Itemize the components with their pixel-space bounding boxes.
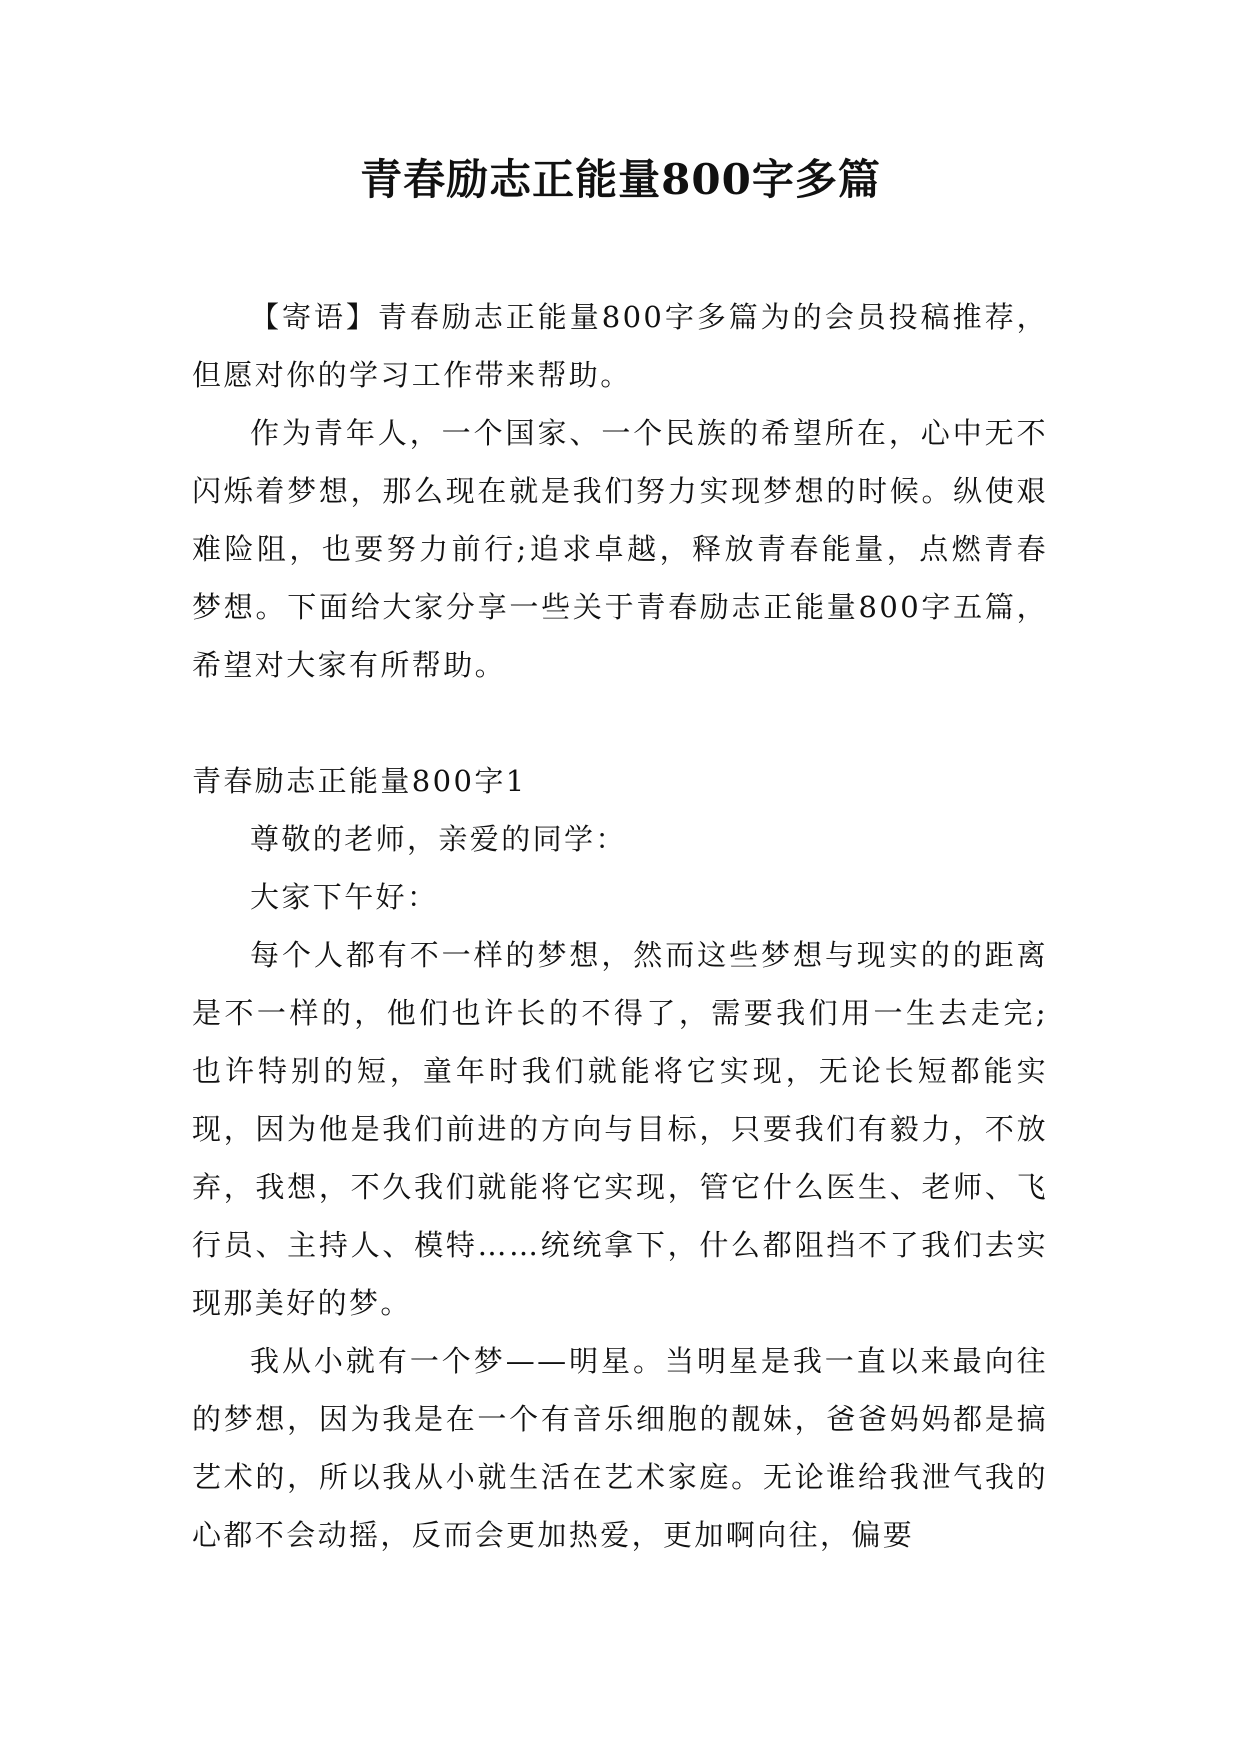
body-paragraph: 我从小就有一个梦——明星。当明星是我一直以来最向往的梦想，因为我是在一个有音乐细胞的靓妹，爸爸妈妈都是搞艺术的，所以我从小就生活在艺术家庭。无论谁给我泄气我的心都不会动摇，反而会更加热爱，更加啊向往，偏要 <box>192 1344 1048 1552</box>
section-heading: 青春励志正能量800字1 <box>192 764 527 798</box>
salutation-paragraph: 尊敬的老师，亲爱的同学： <box>250 822 627 856</box>
foreword-paragraph: 【寄语】青春励志正能量800字多篇为的会员投稿推荐，但愿对你的学习工作带来帮助。 <box>192 300 1048 392</box>
greeting-paragraph: 大家下午好： <box>250 880 439 914</box>
document-title: 青春励志正能量800字多篇 <box>360 155 881 204</box>
body-paragraph: 每个人都有不一样的梦想，然而这些梦想与现实的的距离是不一样的，他们也许长的不得了，需要我们用一生去走完;也许特别的短，童年时我们就能将它实现，无论长短都能实现，因为他是我们前进的方向与目标，只要我们有毅力，不放弃，我想，不久我们就能将它实现，管它什么医生、老师、飞行员、主持人、模特……统统拿下，什么都阻挡不了我们去实现那美好的梦。 <box>192 938 1048 1320</box>
document-body <box>192 288 1048 1564</box>
intro-paragraph: 作为青年人，一个国家、一个民族的希望所在，心中无不闪烁着梦想，那么现在就是我们努力实现梦想的时候。纵使艰难险阻，也要努力前行;追求卓越，释放青春能量，点燃青春梦想。下面给大家分享一些关于青春励志正能量800字五篇，希望对大家有所帮助。 <box>192 416 1048 682</box>
